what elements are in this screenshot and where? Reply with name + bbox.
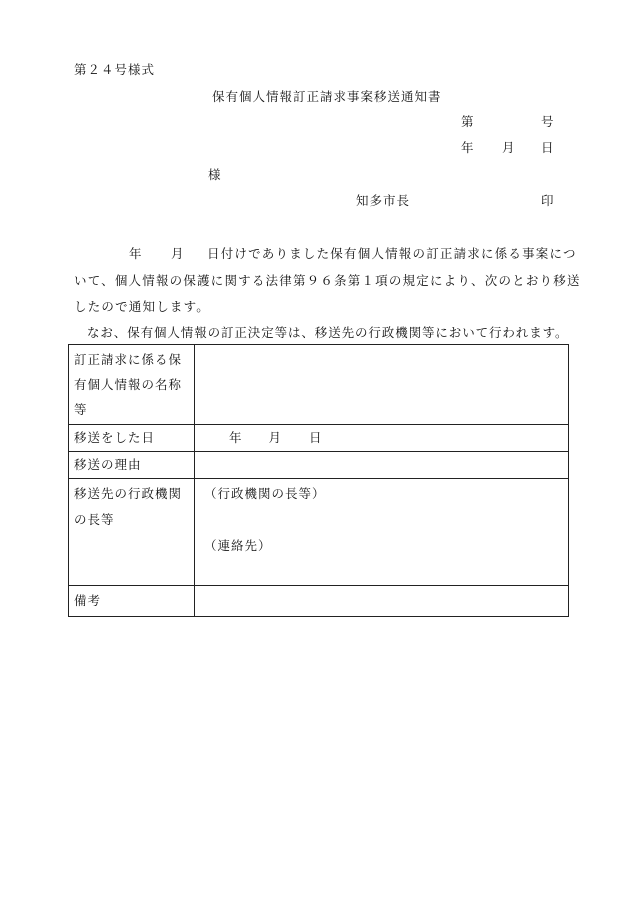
- table-row: [69, 425, 569, 452]
- transfer-details-table: [68, 344, 569, 617]
- remarks-value[interactable]: [195, 586, 569, 617]
- row-label-transfer-reason: 移送の理由: [69, 452, 195, 479]
- addressee-suffix: 様: [208, 167, 221, 182]
- table-row: [69, 586, 569, 617]
- transfer-day: 日: [309, 430, 323, 445]
- record-name-value[interactable]: [195, 345, 569, 425]
- table-row: [69, 345, 569, 425]
- doc-number-prefix: 第: [461, 114, 474, 129]
- date-day: 日: [541, 140, 554, 155]
- date-year: 年: [461, 140, 474, 155]
- destination-value[interactable]: [195, 479, 569, 586]
- doc-number-suffix: 号: [541, 114, 554, 129]
- row-label-remarks: 備考: [69, 586, 195, 617]
- transfer-year: 年: [229, 430, 243, 445]
- form-number: 第２４号様式: [74, 62, 156, 77]
- table-row: [69, 452, 569, 479]
- destination-label: 移送先の行政機関の長等: [74, 486, 183, 527]
- sender-name: 知多市長: [356, 193, 411, 208]
- row-label-transfer-date: 移送をした日: [69, 425, 195, 452]
- destination-contact: （連絡先）: [204, 538, 272, 553]
- transfer-reason-value[interactable]: [195, 452, 569, 479]
- transfer-date-value[interactable]: [195, 425, 569, 452]
- destination-agency-head: （行政機関の長等）: [204, 486, 326, 501]
- body-year: 年: [129, 246, 143, 261]
- transfer-date-parts: [229, 425, 323, 451]
- body-month: 月: [171, 246, 185, 261]
- body-line-2: いて、個人情報の保護に関する法律第９６条第１項の規定により、次のとおり移送: [74, 273, 581, 288]
- record-name-label: 訂正請求に係る保有個人情報の名称等: [74, 352, 183, 417]
- body-line-3: したので通知します。: [74, 299, 211, 314]
- body-text-1: 日付けでありました保有個人情報の訂正請求に係る事案につ: [207, 246, 577, 261]
- date-month: 月: [502, 140, 515, 155]
- row-label-record-name: [69, 345, 195, 425]
- table-row: [69, 479, 569, 586]
- body-line-4: なお、保有個人情報の訂正決定等は、移送先の行政機関等において行われます。: [87, 325, 569, 340]
- document-title: 保有個人情報訂正請求事案移送通知書: [212, 89, 442, 104]
- row-label-destination: [69, 479, 195, 586]
- transfer-month: 月: [268, 430, 283, 445]
- seal-mark: 印: [541, 193, 554, 208]
